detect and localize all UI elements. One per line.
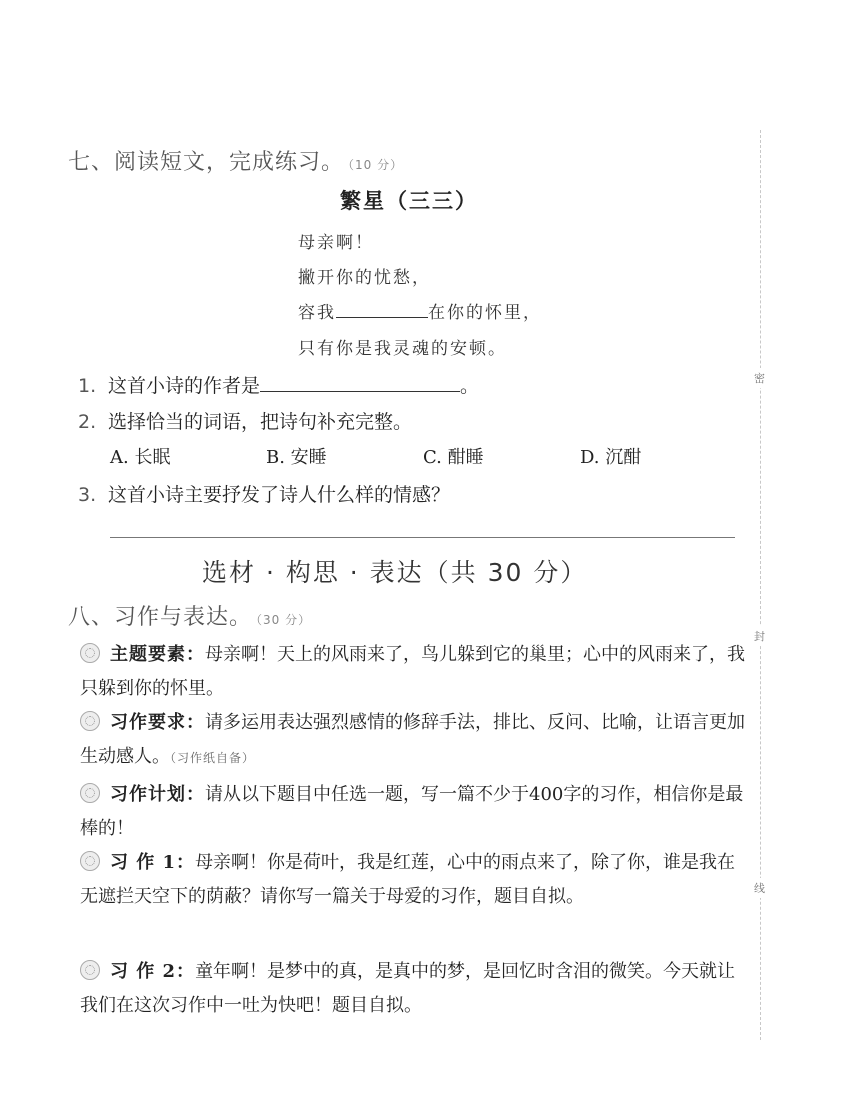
poem-blank[interactable] [336,303,428,318]
section-7-heading [68,145,403,176]
poem-line-3-after: 在你的怀里， [428,303,542,323]
question-1-blank[interactable] [260,377,460,392]
flower-bullet-icon [80,643,100,663]
item-note: （习作纸自备） [170,751,256,765]
section-7-points: （10 分） [348,158,404,172]
item-label: 习 作 1： [110,852,196,873]
margin-char-xian: 线 [754,878,765,898]
binding-dashed-line [760,130,761,1040]
question-3-number: 3. [78,484,97,506]
item-label: 主题要素： [110,644,205,665]
flower-bullet-icon [80,851,100,871]
margin-char-feng: 封 [754,626,765,646]
part-heading: 选材 · 构思 · 表达（共 30 分） [202,558,588,587]
question-1-end: 。 [460,375,480,397]
poem-line-3 [298,298,542,323]
poem-line-3-before: 容我 [298,303,336,323]
item-text: 母亲啊！你是荷叶，我是红莲，心中的雨点来了，除了你，谁是我在无遮拦天空下的荫蔽？请你写一篇关于母爱的习作，题目自拟。 [80,852,736,907]
item-label: 习作要求： [110,712,205,733]
question-1 [78,371,479,398]
section-8-heading [68,600,311,631]
question-2-number: 2. [78,411,97,433]
poem-line-4: 只有你是我灵魂的安顿。 [298,339,507,359]
question-1-number: 1. [78,375,97,397]
item-text: 母亲啊！天上的风雨来了，鸟儿躲到它的巢里；心中的风雨来了，我只躲到你的怀里。 [80,644,745,699]
poem-line-2: 撇开你的忧愁， [298,268,431,288]
section-7-title: 七、阅读短文，完成练习。 [68,150,345,175]
option-a: A. 长眠 [110,447,171,468]
item-theme [80,638,745,706]
question-3-text: 这首小诗主要抒发了诗人什么样的情感？ [108,484,451,506]
margin-char-mi: 密 [754,368,765,388]
option-c: C. 酣睡 [423,447,484,468]
item-writing-2 [80,955,745,1023]
item-text: 童年啊！是梦中的真，是真中的梦，是回忆时含泪的微笑。今天就让我们在这次习作中一吐为快吧！题目自拟。 [80,961,736,1016]
item-text: 请多运用表达强烈感情的修辞手法，排比、反问、比喻，让语言更加生动感人。 [80,712,745,767]
item-text: 请从以下题目中任选一题，写一篇不少于400字的习作，相信你是最棒的！ [80,784,744,839]
question-2 [78,407,412,434]
section-8-points: （30 分） [256,613,312,627]
section-8-title: 八、习作与表达。 [68,605,253,630]
item-plan [80,778,745,846]
option-b: B. 安睡 [266,447,327,468]
poem-title: 繁星（三三） [340,189,478,213]
item-writing-1 [80,846,745,914]
question-1-text: 这首小诗的作者是 [108,375,261,397]
question-2-text: 选择恰当的词语，把诗句补充完整。 [108,411,413,433]
question-3 [78,480,450,507]
item-requirement [80,706,745,775]
section-divider [110,537,735,538]
option-d: D. 沉酣 [580,447,642,468]
flower-bullet-icon [80,711,100,731]
flower-bullet-icon [80,783,100,803]
flower-bullet-icon [80,960,100,980]
item-label: 习作计划： [110,784,205,805]
item-label: 习 作 2： [110,961,196,982]
poem-line-1: 母亲啊！ [298,233,374,253]
